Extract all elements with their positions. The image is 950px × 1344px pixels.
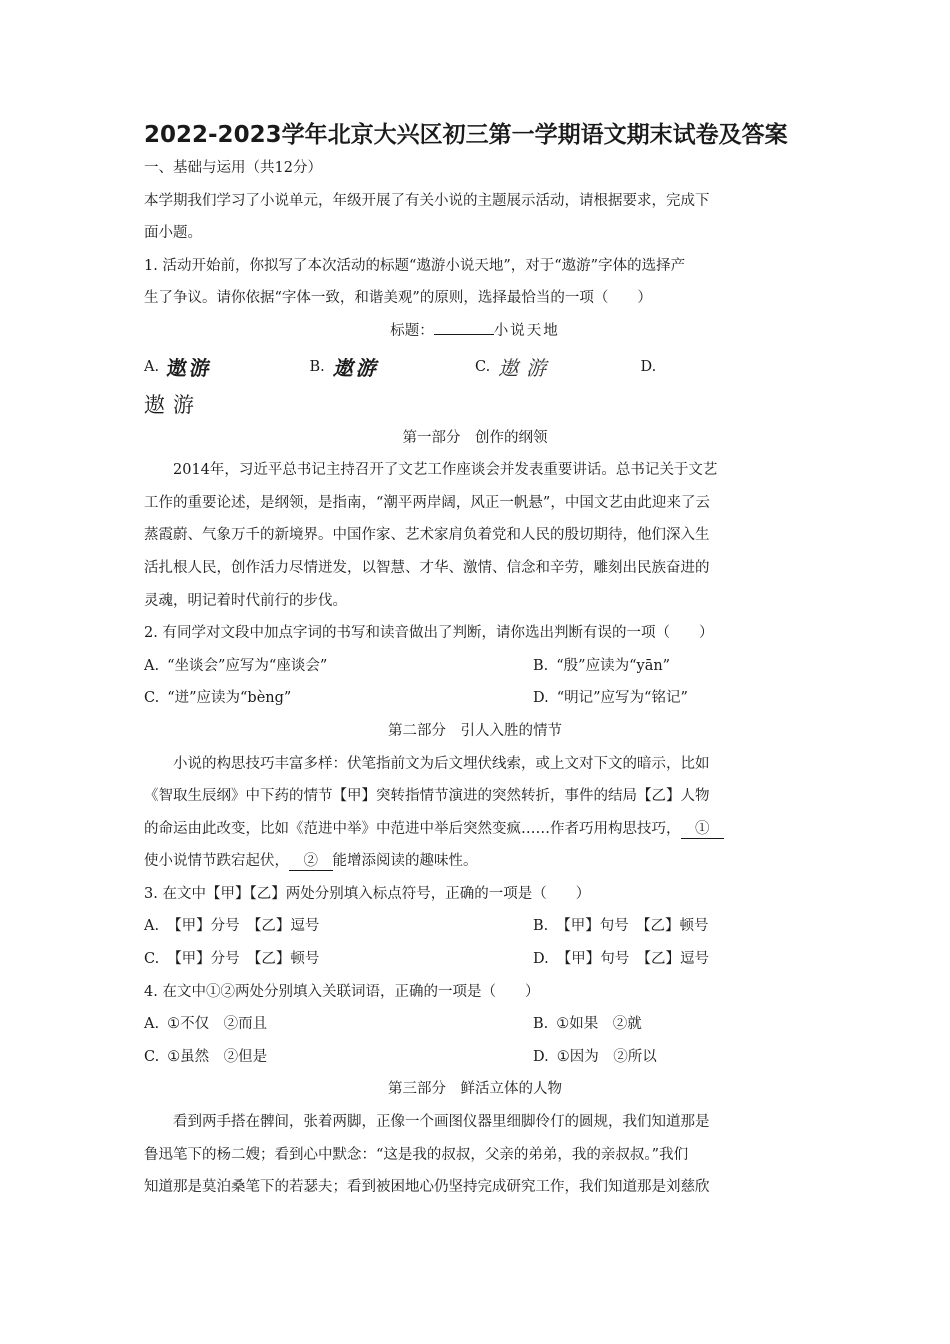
q2-options-row-1 [144, 650, 806, 683]
q1-option-c-calligraphy: 遨游 [498, 355, 555, 380]
q2-stem: 2. 有同学对文段中加点字词的书写和读音做出了判断，请你选出判断有误的一项（ ） [144, 625, 714, 642]
q2-option-c-label: C. [144, 690, 160, 707]
q1-option-d-calligraphy-row [144, 388, 806, 422]
q1-title-line [144, 315, 806, 348]
q4-option-b-label: B. [533, 1016, 549, 1033]
q2-option-a-text: “坐谈会”应写为“座谈会” [167, 657, 328, 674]
part2-line-4-end: 能增添阅读的趣味性。 [332, 853, 478, 870]
blank-1: ① [680, 820, 724, 837]
q4-option-c[interactable] [144, 1041, 533, 1074]
q1-option-b[interactable] [310, 351, 476, 384]
q3-option-b-label: B. [533, 918, 549, 935]
q3-option-b-text: 【甲】句号 【乙】顿号 [556, 918, 709, 935]
part1-line-2: 工作的重要论述，是纲领，是指南，“潮平两岸阔，风正一帆悬”，中国文艺由此迎来了云 [144, 494, 710, 511]
q2-option-b[interactable] [533, 650, 670, 683]
part2-line-4 [144, 845, 806, 878]
q2-option-a[interactable] [144, 650, 533, 683]
q3-option-a-label: A. [144, 918, 160, 935]
part3-line-3: 知道那是莫泊桑笔下的若瑟夫；看到被困地心仍坚持完成研究工作，我们知道那是刘慈欣 [144, 1179, 710, 1196]
part1-line-4: 活扎根人民，创作活力尽情迸发，以智慧、才华、激情、信念和辛劳，雕刻出民族奋进的 [144, 559, 710, 576]
intro-line-1: 本学期我们学习了小说单元，年级开展了有关小说的主题展示活动，请根据要求，完成下 [144, 192, 710, 209]
q4-option-a-label: A. [144, 1016, 160, 1033]
q3-option-a-text: 【甲】分号 【乙】逗号 [167, 918, 320, 935]
q1-option-c[interactable] [475, 351, 641, 384]
q4-option-c-label: C. [144, 1048, 160, 1065]
q3-options-row-2 [144, 943, 806, 976]
q2-option-d-text: “明记”应写为“铭记” [556, 690, 688, 707]
q1-option-b-label: B. [309, 359, 325, 376]
q1-option-a[interactable] [144, 351, 310, 384]
q1-option-b-calligraphy: 遨游 [332, 355, 379, 380]
part3-line-2: 鲁迅笔下的杨二嫂；看到心中默念：“这是我的叔叔，父亲的弟弟，我的亲叔叔。”我们 [144, 1146, 689, 1163]
q4-option-a[interactable] [144, 1008, 533, 1041]
part2-line-3 [144, 813, 806, 846]
q4-option-d-label: D. [533, 1048, 549, 1065]
exam-page [144, 118, 806, 1204]
q2-option-b-text: “殷”应读为“yān” [556, 657, 671, 674]
q3-option-a[interactable] [144, 910, 533, 943]
q4-option-d[interactable] [533, 1041, 657, 1074]
q2-option-a-label: A. [144, 657, 160, 674]
q3-option-b[interactable] [533, 910, 709, 943]
q3-option-d[interactable] [533, 943, 709, 976]
q1-option-a-label: A. [144, 359, 160, 376]
q1-title-blank [434, 334, 494, 335]
q2-option-d[interactable] [533, 682, 688, 715]
q3-option-d-label: D. [533, 951, 549, 968]
part2-line-3-text: 的命运由此改变，比如《范进中举》中范进中举后突然变疯……作者巧用构思技巧， [144, 820, 681, 837]
q2-option-b-label: B. [533, 657, 549, 674]
q4-options-row-2 [144, 1041, 806, 1074]
q1-option-a-calligraphy: 遨游 [165, 355, 215, 380]
q4-option-b[interactable] [533, 1008, 642, 1041]
part1-line-3: 蒸霞蔚、气象万千的新境界。中国作家、艺术家肩负着党和人民的殷切期待，他们深入生 [144, 527, 710, 544]
part2-line-1: 小说的构思技巧丰富多样：伏笔指前文为后文埋伏线索，或上文对下文的暗示，比如 [173, 755, 710, 772]
q3-options-row-1 [144, 910, 806, 943]
part1-heading: 第一部分 创作的纲领 [402, 429, 548, 446]
q4-option-a-text: ①不仅 ②而且 [167, 1016, 268, 1033]
q4-stem: 4. 在文中①②两处分别填入关联词语，正确的一项是（ ） [144, 983, 540, 1000]
section-header: 一、基础与运用（共12分） [144, 160, 322, 176]
q1-stem-line-2: 生了争议。请你依据“字体一致，和谐美观”的原则，选择最恰当的一项（ ） [144, 290, 652, 307]
q1-title-handwriting: 小说天地 [493, 322, 560, 339]
q4-option-b-text: ①如果 ②就 [556, 1016, 642, 1033]
blank-2: ② [289, 853, 333, 870]
page-title: 2022-2023学年北京大兴区初三第一学期语文期末试卷及答案 [144, 122, 788, 148]
q3-option-c-label: C. [144, 951, 160, 968]
q2-option-c-text: “迸”应读为“bèng” [167, 690, 292, 707]
q3-option-d-text: 【甲】句号 【乙】逗号 [556, 951, 709, 968]
part1-line-1: 2014年，习近平总书记主持召开了文艺工作座谈会并发表重要讲话。总书记关于文艺 [173, 462, 718, 479]
q3-stem: 3. 在文中【甲】【乙】两处分别填入标点符号，正确的一项是（ ） [144, 885, 591, 902]
q1-option-c-label: C. [475, 359, 491, 376]
intro-line-2: 面小题。 [144, 225, 202, 242]
part2-heading: 第二部分 引人入胜的情节 [388, 722, 562, 739]
q4-options-row-1 [144, 1008, 806, 1041]
q4-option-c-text: ①虽然 ②但是 [167, 1048, 268, 1065]
q2-option-c[interactable] [144, 682, 533, 715]
q1-stem-line-1: 1. 活动开始前，你拟写了本次活动的标题“遨游小说天地”，对于“遨游”字体的选择产 [144, 257, 686, 274]
q1-options [144, 348, 806, 388]
q2-option-d-label: D. [533, 690, 549, 707]
q1-option-d-calligraphy: 遨游 [144, 392, 202, 417]
q1-option-d-label: D. [640, 359, 657, 376]
q1-option-d[interactable] [641, 351, 807, 384]
part3-heading: 第三部分 鲜活立体的人物 [388, 1081, 562, 1098]
q4-option-d-text: ①因为 ②所以 [556, 1048, 657, 1065]
part2-line-2: 《智取生辰纲》中下药的情节【甲】突转指情节演进的突然转折，事件的结局【乙】人物 [144, 788, 710, 805]
q3-option-c[interactable] [144, 943, 533, 976]
q1-title-label: 标题： [390, 322, 434, 339]
part3-line-1: 看到两手搭在髀间，张着两脚，正像一个画图仪器里细脚伶仃的圆规，我们知道那是 [173, 1114, 710, 1131]
part1-line-5: 灵魂，明记着时代前行的步伐。 [144, 592, 347, 609]
part2-line-4-start: 使小说情节跌宕起伏， [144, 853, 289, 870]
q2-options-row-2 [144, 682, 806, 715]
q3-option-c-text: 【甲】分号 【乙】顿号 [167, 951, 320, 968]
